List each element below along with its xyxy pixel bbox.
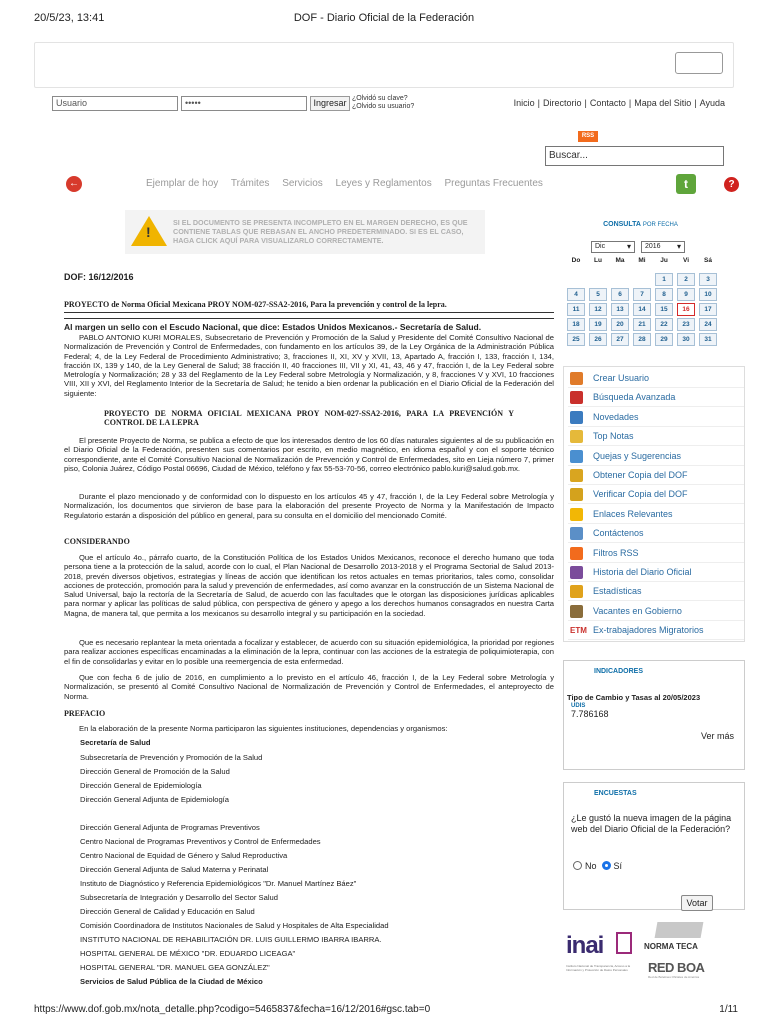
forgot-password-link[interactable]: ¿Olvidó su clave? xyxy=(352,95,408,102)
redboa-logo[interactable]: RED BOA Red de Boletines Oficiales de América xyxy=(648,960,705,979)
news-icon xyxy=(570,411,583,424)
incomplete-doc-warning[interactable] xyxy=(125,210,485,254)
star-icon xyxy=(570,508,583,521)
rss-icon xyxy=(570,547,583,560)
copy-icon xyxy=(570,469,583,482)
password-input[interactable]: ••••• xyxy=(181,96,307,111)
divider xyxy=(64,312,554,313)
list-item: Dirección General de Epidemiología xyxy=(80,781,202,790)
list-item: Comisión Coordinadora de Institutos Nacionales de Salud y Hospitales de Alta Especialidad xyxy=(80,921,389,930)
indicators-more-link[interactable]: Ver más xyxy=(700,731,734,741)
calendar-day[interactable]: 13 xyxy=(611,303,629,316)
list-item: Dirección General de Calidad y Educación en Salud xyxy=(80,907,255,916)
calendar-day[interactable]: 27 xyxy=(611,333,629,346)
list-item: Dirección General de Promoción de la Salud xyxy=(80,767,230,776)
separator: | xyxy=(694,98,697,108)
calendar-weekday: Mi xyxy=(638,257,646,264)
login-button[interactable]: Ingresar xyxy=(310,96,350,111)
nav-preguntas[interactable]: Preguntas Frecuentes xyxy=(444,178,543,189)
twitter-icon[interactable]: t xyxy=(676,174,696,194)
forgot-username-link[interactable]: ¿Olvido su usuario? xyxy=(352,103,415,110)
list-item: Servicios de Salud Pública de la Ciudad de México xyxy=(80,977,263,986)
calendar-day[interactable]: 29 xyxy=(655,333,673,346)
main-nav xyxy=(64,174,744,196)
inai-cube-icon xyxy=(616,932,632,954)
calendar-day[interactable]: 6 xyxy=(611,288,629,301)
udis-value: 7.786168 xyxy=(571,709,609,719)
calendar-widget xyxy=(563,213,718,348)
menu-item-label: Contáctenos xyxy=(593,528,644,539)
calendar-day[interactable]: 1 xyxy=(655,273,673,286)
calendar-day[interactable]: 28 xyxy=(633,333,651,346)
document-body xyxy=(64,436,554,473)
calendar-weekday: Do xyxy=(571,257,581,264)
menu-item-label: Verificar Copia del DOF xyxy=(593,489,688,500)
top-link-mapa[interactable]: Mapa del Sitio xyxy=(634,98,692,108)
paragraph: Que el artículo 4o., párrafo cuarto, de la Constitución Política de los Estados Unidos Mexicanos, reconoce el derecho humano que toda persona tiene a la protección de la salud, acorde con lo cual, el Plan Nacional de Desarrollo 2013-2018 y el Programa Sectorial de Salud 2013-2018, prevén diversos objetivos, estrategias y líneas de acción que identifican los retos actuales en temas prioritarios, tales como, consolidar acciones de protección, promoción para la salud y prevención de enfermedades, así como avanzar en la construcción de un Sistema Nacional de Salud Universal, bajo la rectoría de la Secretaría de Salud, de acuerdo con las facultades que le otorgan las disposiciones jurídicas aplicables para normar y aplicar las políticas de salud pública, con perspectiva de género y apego a los derechos humanos consagrados en nuestra Carta Magna, de manera tal, que permita a los mexicanos su desarrollo integral y su participación en la sociedad. xyxy=(64,553,554,618)
menu-item-label: Obtener Copia del DOF xyxy=(593,470,688,480)
document-body xyxy=(64,333,554,398)
menu-item[interactable] xyxy=(568,544,744,563)
etm-icon: ETM xyxy=(570,626,587,636)
menu-item-label: Enlaces Relevantes xyxy=(593,508,673,519)
calendar-day[interactable]: 10 xyxy=(699,288,717,301)
document-heading xyxy=(64,709,554,718)
menu-item[interactable] xyxy=(568,524,744,543)
menu-item-label: Ex-trabajadores Migratorios xyxy=(593,625,704,636)
separator: | xyxy=(628,98,632,108)
calendar-day[interactable]: 3 xyxy=(699,273,717,286)
normateca-logo[interactable]: NORMA TECA xyxy=(640,922,720,956)
top-link-contacto[interactable]: Contacto xyxy=(589,98,626,108)
header-banner xyxy=(34,42,734,88)
calendar-day[interactable]: 22 xyxy=(655,318,673,331)
jobs-icon xyxy=(570,605,583,618)
calendar-day[interactable]: 19 xyxy=(589,318,607,331)
list-item: Dirección General Adjunta de Programas Preventivos xyxy=(80,823,260,832)
help-icon[interactable]: ? xyxy=(724,177,739,192)
calendar-day[interactable]: 17 xyxy=(699,303,717,316)
menu-item[interactable] xyxy=(568,602,744,621)
document-body xyxy=(64,724,554,733)
month-select[interactable]: Dic ▾ xyxy=(591,241,635,253)
menu-item-label: Búsqueda Avanzada xyxy=(593,392,676,403)
menu-item-label: Historia del Diario Oficial xyxy=(593,567,692,577)
udis-label[interactable]: UDIS xyxy=(571,703,586,709)
warning-text[interactable]: SI EL DOCUMENTO SE PRESENTA INCOMPLETO EN EL MARGEN DERECHO, ES QUE CONTIENE TABLAS QUE REBASAN EL ANCHO PREDETERMINADO. SI ES EL CASO, HAGA CLICK AQUÍ PARA VISUALIZARLO CORRECTAMENTE. xyxy=(173,218,468,245)
calendar-day[interactable]: 31 xyxy=(699,333,717,346)
user-icon xyxy=(570,372,583,385)
verify-icon xyxy=(570,488,583,501)
calendar-weekday: Ju xyxy=(660,257,668,264)
back-icon[interactable]: ← xyxy=(66,176,82,192)
print-title: DOF - Diario Oficial de la Federación xyxy=(293,12,475,24)
indicators-panel xyxy=(563,660,745,770)
menu-item[interactable] xyxy=(568,427,744,446)
calendar-day[interactable]: 16 xyxy=(677,303,695,316)
username-input[interactable]: Usuario xyxy=(52,96,178,111)
login-help-links xyxy=(352,95,432,111)
document-body xyxy=(64,553,554,618)
indicators-title: INDICADORES xyxy=(594,668,644,675)
calendar-day[interactable]: 11 xyxy=(567,303,585,316)
stats-icon xyxy=(570,585,583,598)
rss-badge[interactable]: RSS xyxy=(578,131,598,142)
header-banner-button[interactable] xyxy=(675,52,723,74)
top-link-directorio[interactable]: Directorio xyxy=(543,98,582,108)
calendar-day[interactable]: 8 xyxy=(655,288,673,301)
radio-no[interactable] xyxy=(573,861,582,870)
menu-item-label: Estadísticas xyxy=(593,586,642,597)
calendar-weekday: Vi xyxy=(682,257,690,264)
print-page-number: 1/11 xyxy=(719,1004,738,1015)
calendar-day[interactable]: 2 xyxy=(677,273,695,286)
calendar-day[interactable]: 20 xyxy=(611,318,629,331)
print-url: https://www.dof.gob.mx/nota_detalle.php?codigo=5465837&fecha=16/12/2016#gsc.tab=0 xyxy=(34,1004,431,1015)
list-item: Centro Nacional de Equidad de Género y Salud Reproductiva xyxy=(80,851,288,860)
calendar-day[interactable]: 23 xyxy=(677,318,695,331)
paragraph: PABLO ANTONIO KURI MORALES, Subsecretario de Prevención y Promoción de la Salud y Presidente del Comité Consultivo Nacional de Normalización de Prevención y Control de Enfermedades, con fundamento en los artículos 39, de la Ley Orgánica de la Administración Pública Federal; 4, de la Ley Federal de Procedimiento Administrativo; 3, fracciones II, XI, XV y XVII, 13, Apartado A, fracción I, 133, fracción I, 134, fracción IX, 139 y 140, de la Ley General de Salud; 38 fracción II, 40 fracciones III, VII y XI, 41, 43, 46 y 47, fracción I, de la Ley Federal sobre Metrología y Normalización; 28 y 33 del Reglamento de la Ley Federal sobre Metrología y Normalización, y 8, fracciones V y XVI, 10 fracciones VIII, XII y XVI, del Reglamento Interior de la Secretaría de Salud; he tenido a bien ordenar la publicación en el Diario Oficial de la Federación del siguiente: xyxy=(64,333,554,398)
paragraph: En la elaboración de la presente Norma participaron las siguientes instituciones, dependencias y organismos: xyxy=(79,724,448,733)
heading-considerando: CONSIDERANDO xyxy=(64,537,130,546)
exchange-rate-label: Tipo de Cambio y Tasas al 20/05/2023 xyxy=(567,693,701,702)
document-heading xyxy=(64,537,554,546)
calendar-day[interactable]: 24 xyxy=(699,318,717,331)
calendar-day[interactable]: 21 xyxy=(633,318,651,331)
survey-options xyxy=(573,861,622,871)
list-item: Centro Nacional de Programas Preventivos y Control de Enfermedades xyxy=(80,837,321,846)
menu-item-label: Quejas y Sugerencias xyxy=(593,450,682,461)
document-body xyxy=(64,492,554,520)
heading-prefacio: PREFACIO xyxy=(64,709,106,718)
nav-servicios[interactable]: Servicios xyxy=(282,178,323,189)
print-header xyxy=(0,0,768,30)
dof-date: DOF: 16/12/2016 xyxy=(64,272,134,282)
print-footer xyxy=(0,998,768,1024)
survey-question: ¿Le gustó la nueva imagen de la página web del Diario Oficial de la Federación? xyxy=(571,813,732,834)
option-no-label: No xyxy=(585,861,597,871)
survey-title: ENCUESTAS xyxy=(594,790,637,797)
calendar-weekday: Sá xyxy=(704,257,712,264)
paragraph: Que es necesario replantear la meta orientada a focalizar y establecer, de acuerdo con su situación epidemiológica, la prioridad por regiones para realizar acciones específicas encaminadas a la eliminación de la lepra, continuar con las acciones de la estrategia de poliquimioterapia, con el fin de consolidarlas y evitar en lo posible una reemergencia de esta enfermedad. xyxy=(64,638,554,666)
star-doc-icon xyxy=(570,430,583,443)
calendar-day[interactable]: 14 xyxy=(633,303,651,316)
list-item: HOSPITAL GENERAL DE MÉXICO "DR. EDUARDO LICEAGA" xyxy=(80,949,296,958)
calendar-title: CONSULTA POR FECHA xyxy=(603,221,678,228)
top-links xyxy=(514,98,725,108)
menu-item-label: Filtros RSS xyxy=(593,547,639,558)
menu-item[interactable] xyxy=(568,621,744,640)
vote-button[interactable]: Votar xyxy=(681,895,713,911)
menu-item-label: Crear Usuario xyxy=(593,373,650,383)
top-link-inicio[interactable]: Inicio xyxy=(513,98,535,108)
inai-logo[interactable]: inai Instituto Nacional de Transparencia, Acceso a la Información y Protección de Datos Personales xyxy=(566,932,631,972)
list-item: Dirección General Adjunta de Salud Materna y Perinatal xyxy=(80,865,269,874)
history-icon xyxy=(570,566,583,579)
print-date: 20/5/23, 13:41 xyxy=(34,12,105,24)
calendar-day[interactable]: 9 xyxy=(677,288,695,301)
calendar-day[interactable]: 5 xyxy=(589,288,607,301)
menu-item[interactable] xyxy=(568,485,744,504)
menu-item[interactable] xyxy=(568,369,744,388)
list-item: Secretaría de Salud xyxy=(80,738,151,747)
calendar-day[interactable]: 12 xyxy=(589,303,607,316)
list-item: Instituto de Diagnóstico y Referencia Epidemiológicos "Dr. Manuel Martínez Báez" xyxy=(80,879,357,888)
warning-icon: ! xyxy=(131,216,167,246)
calendar-day[interactable]: 30 xyxy=(677,333,695,346)
menu-item[interactable] xyxy=(568,388,744,407)
heading-proyecto: PROYECTO DE NORMA OFICIAL MEXICANA PROY NOM-027-SSA2-2016, PARA LA PREVENCIÓN Y CONTROL DE LA LEPRA xyxy=(104,409,514,428)
list-item: Dirección General Adjunta de Epidemiología xyxy=(80,795,230,804)
menu-item[interactable] xyxy=(568,466,744,485)
services-menu xyxy=(563,366,745,642)
search-input[interactable]: Buscar... xyxy=(545,146,724,166)
calendar-day[interactable]: 15 xyxy=(655,303,673,316)
menu-item[interactable] xyxy=(568,563,744,582)
menu-item[interactable] xyxy=(568,408,744,427)
calendar-day[interactable]: 18 xyxy=(567,318,585,331)
menu-item[interactable] xyxy=(568,582,744,601)
separator: | xyxy=(537,98,541,108)
list-item: HOSPITAL GENERAL "DR. MANUEL GEA GONZÁLEZ" xyxy=(80,963,270,972)
calendar-day[interactable]: 4 xyxy=(567,288,585,301)
menu-item-label: Vacantes en Gobierno xyxy=(593,605,682,616)
paragraph: Que con fecha 6 de julio de 2016, en cumplimiento a lo previsto en el artículo 46, fracción I, de la Ley Federal sobre Metrología y Normalización, se presentó al Comité Consultivo Nacional de Normalización de Prevención y Control de Enfermedades, el anteproyecto de Norma. xyxy=(64,673,554,701)
document-seal-line: Al margen un sello con el Escudo Nacional, que dice: Estados Unidos Mexicanos.- Secretaría de Salud. xyxy=(64,322,482,332)
year-select[interactable]: 2016 ▾ xyxy=(641,241,685,253)
menu-item[interactable] xyxy=(568,447,744,466)
survey-panel xyxy=(563,782,745,910)
divider xyxy=(64,318,554,319)
mailbox-icon xyxy=(570,450,583,463)
paragraph: Durante el plazo mencionado y de conformidad con lo dispuesto en los artículos 45 y 47, fracción I, de la Ley Federal sobre Metrología y Normalización, los documentos que sirvieron de base para la elaboración del presente Proyecto de Norma y la Manifestación de Impacto Regulatorio estarán a disposición del público en general, para su consulta en el domicilio del mencionado Comité. xyxy=(64,492,554,520)
separator: | xyxy=(584,98,587,108)
document-body xyxy=(64,673,554,701)
document-body xyxy=(64,638,554,666)
document-title: PROYECTO de Norma Oficial Mexicana PROY NOM-027-SSA2-2016, Para la prevención y control de la lepra. xyxy=(64,300,447,309)
nav-leyes[interactable]: Leyes y Reglamentos xyxy=(335,178,432,189)
list-item: Subsecretaría de Integración y Desarrollo del Sector Salud xyxy=(80,893,278,902)
top-link-ayuda[interactable]: Ayuda xyxy=(699,98,725,108)
calendar-day[interactable]: 26 xyxy=(589,333,607,346)
list-item: INSTITUTO NACIONAL DE REHABILITACIÓN DR. LUIS GUILLERMO IBARRA IBARRA. xyxy=(80,935,382,944)
calendar-weekday: Lu xyxy=(594,257,602,264)
nav-tramites[interactable]: Trámites xyxy=(230,178,270,189)
contact-icon xyxy=(570,527,583,540)
book-icon xyxy=(655,922,704,938)
calendar-weekday: Ma xyxy=(615,257,625,264)
nav-ejemplar-de-hoy[interactable]: Ejemplar de hoy xyxy=(146,178,219,189)
option-yes-label: Sí xyxy=(613,861,623,871)
radio-yes[interactable] xyxy=(602,861,611,870)
menu-item[interactable] xyxy=(568,505,744,524)
paragraph: El presente Proyecto de Norma, se publica a efecto de que los interesados dentro de los 60 días naturales siguientes al de su publicación en el Diario Oficial de la Federación, presenten sus comentarios por escrito, en medio magnético, en idioma español y con el soporte técnico correspondiente, ante el Comité Consultivo Nacional de Normalización de Prevención y Control de Enfermedades, sito en Lieja número 7, primer piso, Colonia Juárez, Código Postal 06696, Ciudad de México, teléfono y fax 55-53-70-56, correo electrónico pablo.kuri@salud.gob.mx. xyxy=(64,436,554,473)
calendar-day[interactable]: 25 xyxy=(567,333,585,346)
document-heading xyxy=(64,409,554,428)
menu-item-label: Novedades xyxy=(593,411,639,422)
search-icon xyxy=(570,391,583,404)
calendar-day[interactable]: 7 xyxy=(633,288,651,301)
menu-item-label: Top Notas xyxy=(593,431,634,442)
list-item: Subsecretaría de Prevención y Promoción de la Salud xyxy=(80,753,263,762)
